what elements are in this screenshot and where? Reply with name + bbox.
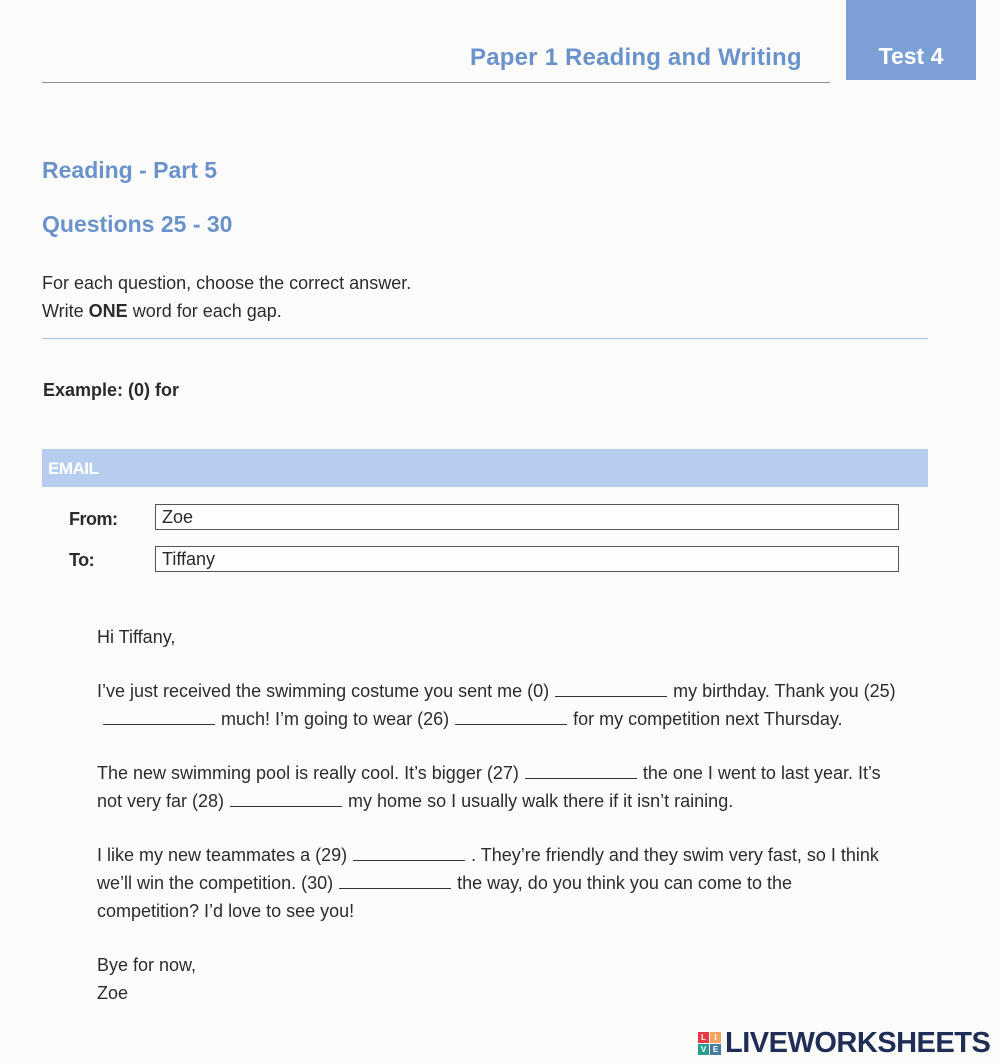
to-label: To: (69, 550, 95, 570)
gap-26[interactable] (455, 710, 567, 725)
email-text: . They’re friendly and they swim very fast, so I think we’ll win the competition. (30) (97, 845, 879, 893)
email-text: my birthday. Thank you (25) (673, 681, 896, 701)
email-paragraph-3 (97, 841, 897, 925)
logo-mark-letter: V (698, 1044, 709, 1055)
instructions (42, 269, 411, 325)
instruction-text: Write (42, 301, 89, 321)
example-answer: Example: (0) for (43, 380, 180, 400)
section-divider (42, 338, 928, 339)
email-paragraph-1 (97, 677, 897, 733)
header-divider (42, 82, 830, 83)
section-title: Reading - Part 5 (42, 157, 218, 183)
gap-30[interactable] (339, 874, 451, 889)
instruction-line-1: For each question, choose the correct answer. (42, 273, 412, 293)
from-label: From: (69, 509, 118, 529)
questions-title: Questions 25 - 30 (42, 211, 233, 237)
gap-29[interactable] (353, 846, 465, 861)
email-text: much! I’m going to wear (26) (221, 709, 450, 729)
email-text: my home so I usually walk there if it isn’t raining. (348, 791, 734, 811)
paper-title: Paper 1 Reading and Writing (470, 44, 802, 71)
email-greeting: Hi Tiffany, (97, 627, 176, 647)
email-paragraph-2 (97, 759, 897, 815)
logo-mark-letter: E (710, 1044, 721, 1055)
email-text: for my competition next Thursday. (573, 709, 843, 729)
email-text: the one I went to last year. It’s not very far (28) (97, 763, 881, 811)
test-tab: Test 4 (846, 0, 976, 80)
gap-27[interactable] (525, 764, 637, 779)
gap-0 (555, 682, 667, 697)
instruction-text: word for each gap. (127, 301, 282, 321)
email-text: I’ve just received the swimming costume you sent me (0) (97, 681, 550, 701)
email-signature: Zoe (97, 983, 129, 1003)
email-text: I like my new teammates a (29) (97, 845, 348, 865)
gap-28[interactable] (230, 792, 342, 807)
email-body (97, 623, 897, 1007)
logo-mark-letter: I (710, 1032, 721, 1043)
email-signoff: Bye for now, (97, 955, 197, 975)
to-field: Tiffany (155, 546, 899, 572)
email-text: the way, do you think you can come to the competition? I’d love to see you! (97, 873, 792, 921)
email-text: The new swimming pool is really cool. It’s bigger (27) (97, 763, 519, 783)
logo-text: LIVEWORKSHEETS (725, 1026, 991, 1059)
logo-mark-icon (698, 1032, 721, 1055)
gap-25[interactable] (103, 710, 215, 725)
instruction-line-2 (42, 297, 411, 325)
liveworksheets-logo (698, 1026, 990, 1060)
instruction-emphasis: ONE (88, 301, 128, 321)
email-header-bar (42, 449, 928, 487)
email-header-label: EMAIL (48, 459, 99, 478)
logo-mark-letter: L (698, 1032, 709, 1043)
from-field: Zoe (155, 504, 899, 530)
